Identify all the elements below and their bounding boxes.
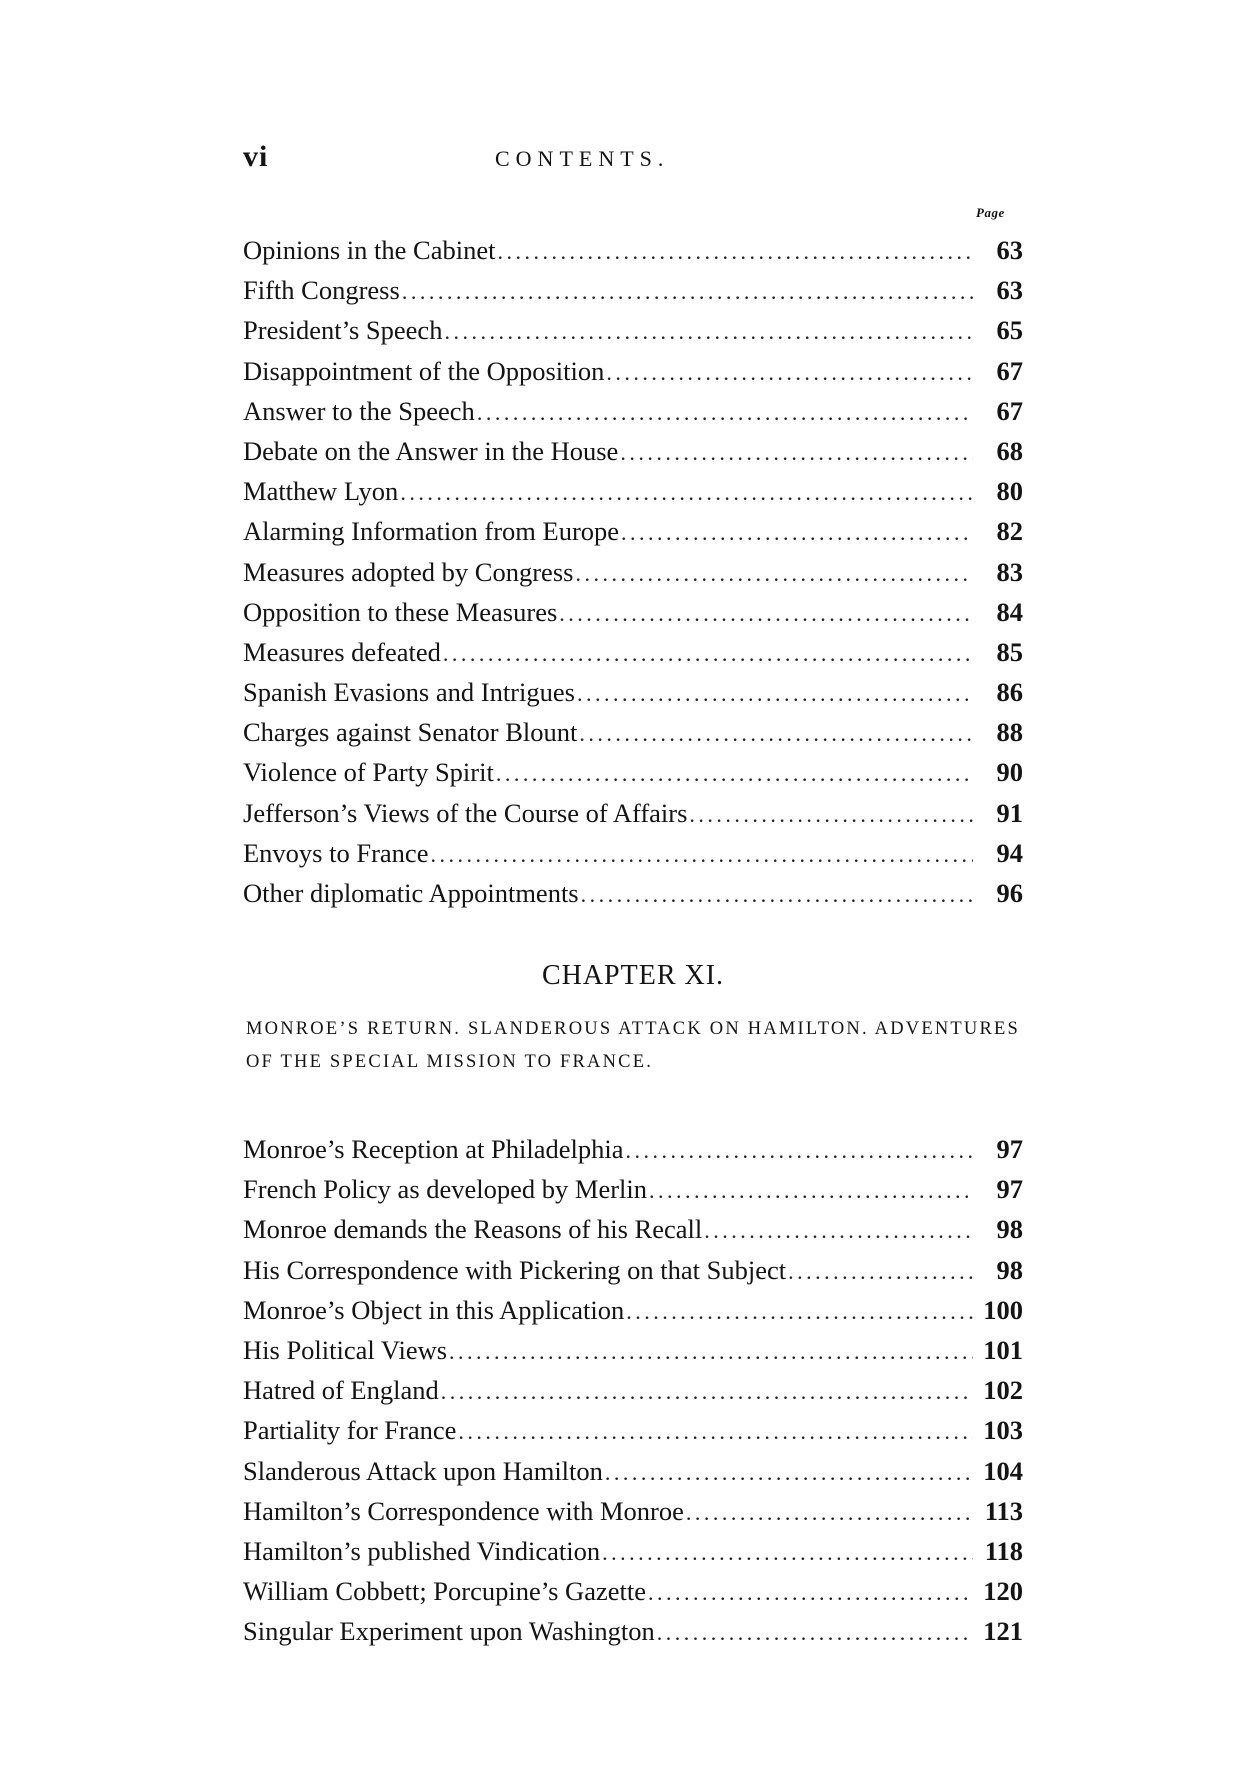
toc-leader-dots [606, 353, 973, 393]
toc-entry-page: 83 [996, 556, 1023, 587]
toc-entry-title: Monroe’s Object in this Application [243, 1294, 625, 1325]
toc-leader-dots [496, 754, 973, 794]
toc-entry-page: 118 [984, 1535, 1023, 1566]
toc-entry-title: Hamilton’s published Vindication [243, 1535, 601, 1566]
chapter-summary [246, 1013, 1020, 1079]
toc-entry-page: 91 [996, 797, 1023, 828]
toc-entry-title: Charges against Senator Blount [243, 717, 578, 748]
toc-entry-page: 67 [996, 355, 1023, 386]
toc-entry-page: 65 [996, 315, 1023, 346]
toc-entry [243, 471, 1023, 511]
toc-entry-page: 120 [983, 1576, 1023, 1607]
toc-entry-title: Disappointment of the Opposition [243, 355, 605, 386]
toc-leader-dots [689, 795, 973, 835]
toc-leader-dots [449, 1332, 973, 1372]
toc-entry-page: 98 [996, 1254, 1023, 1285]
toc-leader-dots [577, 674, 973, 714]
toc-entry-page: 102 [983, 1375, 1023, 1406]
toc-entry-title: Debate on the Answer in the House [243, 435, 619, 466]
toc-entry [243, 1410, 1023, 1450]
toc-entry [243, 351, 1023, 391]
toc-entry-title: Monroe’s Reception at Philadelphia [243, 1134, 624, 1164]
toc-entry-title: Envoys to France [243, 837, 429, 868]
toc-entry-title: His Correspondence with Pickering on that Subject [243, 1254, 787, 1285]
toc-entry-title: Violence of Party Spirit [243, 757, 494, 788]
toc-entry [243, 752, 1023, 792]
toc-entry-page: 63 [996, 275, 1023, 306]
toc-entry-title: Hatred of England [243, 1375, 439, 1406]
toc-entry-title: Monroe demands the Reasons of his Recall [243, 1214, 703, 1245]
running-head [243, 140, 1023, 180]
toc-entry-title: Measures defeated [243, 636, 441, 667]
toc-entry-title: Matthew Lyon [243, 476, 399, 507]
toc-entry-page: 121 [983, 1616, 1023, 1647]
toc-entry [243, 1451, 1023, 1491]
toc-entry [243, 1250, 1023, 1290]
toc-leader-dots [648, 1573, 973, 1613]
toc-entry-page: 88 [996, 717, 1023, 748]
toc-entry-page: 98 [996, 1214, 1023, 1245]
toc-leader-dots [657, 1613, 973, 1653]
toc-entry-title: Singular Experiment upon Washington [243, 1616, 655, 1647]
toc-leader-dots [559, 594, 973, 634]
toc-entry-title: Partiality for France [243, 1415, 457, 1446]
toc-entry-title: Measures adopted by Congress [243, 556, 574, 587]
toc-entry-page: 82 [996, 516, 1023, 547]
toc-leader-dots [686, 1493, 973, 1533]
toc-entry-title: Alarming Information from Europe [243, 516, 620, 547]
toc-entry [243, 1290, 1023, 1330]
toc-entry-title: Other diplomatic Appointments [243, 878, 579, 908]
toc-entry [243, 1491, 1023, 1531]
toc-entry-page: 97 [996, 1174, 1023, 1205]
toc-entry-title: Opposition to these Measures [243, 596, 558, 627]
toc-entry [243, 1330, 1023, 1370]
toc-leader-dots [704, 1211, 973, 1251]
toc-entry [243, 1531, 1023, 1571]
toc-leader-dots [458, 1412, 973, 1452]
toc-leader-dots [581, 875, 973, 915]
toc-entry-title: Answer to the Speech [243, 395, 475, 426]
toc-entry [243, 310, 1023, 350]
toc-entry [243, 270, 1023, 310]
toc-entry [243, 712, 1023, 752]
toc-entry-title: His Political Views [243, 1334, 448, 1365]
toc-leader-dots [626, 1131, 974, 1171]
toc-leader-dots [441, 1372, 973, 1412]
toc-leader-dots [477, 393, 973, 433]
toc-entry-page: 63 [996, 235, 1023, 265]
toc-entry [243, 873, 1023, 913]
page-column-label: Page [976, 205, 1005, 220]
toc-entry [243, 592, 1023, 632]
toc-entry [243, 230, 1023, 270]
toc-entry [243, 1169, 1023, 1209]
toc-section-2 [243, 1129, 1023, 1651]
toc-entry-title: Hamilton’s Correspondence with Monroe [243, 1495, 684, 1526]
toc-entry-page: 100 [983, 1294, 1023, 1325]
toc-leader-dots [649, 1171, 973, 1211]
toc-leader-dots [444, 312, 973, 352]
toc-entry-page: 84 [996, 596, 1023, 627]
toc-entry-page: 104 [983, 1455, 1023, 1486]
toc-entry-title: Slanderous Attack upon Hamilton [243, 1455, 603, 1486]
toc-entry [243, 1370, 1023, 1410]
toc-entry [243, 793, 1023, 833]
page-title: CONTENTS. [495, 146, 670, 171]
toc-entry-page: 113 [984, 1495, 1023, 1526]
toc-entry-page: 68 [996, 435, 1023, 466]
toc-entry [243, 552, 1023, 592]
toc-leader-dots [430, 835, 973, 875]
toc-entry-page: 86 [996, 677, 1023, 708]
toc-section-1 [243, 230, 1023, 913]
toc-leader-dots [402, 272, 973, 312]
toc-entry [243, 672, 1023, 712]
toc-leader-dots [621, 513, 973, 553]
toc-entry-title: Jefferson’s Views of the Course of Affairs [243, 797, 688, 828]
toc-leader-dots [788, 1252, 973, 1292]
toc-leader-dots [605, 1453, 973, 1493]
toc-entry [243, 1571, 1023, 1611]
toc-entry-page: 101 [983, 1334, 1023, 1365]
toc-entry-title: Spanish Evasions and Intrigues [243, 677, 575, 708]
toc-leader-dots [400, 473, 973, 513]
chapter-summary-text: MONROE’S RETURN. SLANDEROUS ATTACK ON HAMILTON. ADVENTURES OF THE SPECIAL MISSION TO FRANCE. [246, 1019, 1020, 1072]
toc-leader-dots [579, 714, 973, 754]
toc-entry-title: President’s Speech [243, 315, 443, 346]
toc-entry-page: 96 [996, 878, 1023, 908]
toc-entry-page: 97 [996, 1134, 1023, 1164]
toc-entry [243, 1129, 1023, 1169]
toc-entry [243, 1209, 1023, 1249]
chapter-heading: CHAPTER XI. [541, 960, 725, 991]
toc-entry [243, 833, 1023, 873]
toc-leader-dots [626, 1292, 973, 1332]
toc-entry [243, 391, 1023, 431]
toc-entry-page: 80 [996, 476, 1023, 507]
toc-entry [243, 511, 1023, 551]
toc-entry-title: Fifth Congress [243, 275, 400, 306]
page-folio: vi [243, 140, 269, 173]
toc-entry-title: French Policy as developed by Merlin [243, 1174, 648, 1205]
toc-entry-page: 85 [996, 636, 1023, 667]
toc-entry [243, 431, 1023, 471]
toc-entry-title: William Cobbett; Porcupine’s Gazette [243, 1576, 646, 1607]
toc-leader-dots [575, 554, 973, 594]
toc-leader-dots [497, 232, 973, 272]
toc-entry-page: 90 [996, 757, 1023, 788]
toc-entry-title: Opinions in the Cabinet [243, 235, 496, 265]
toc-leader-dots [602, 1533, 973, 1573]
toc-entry [243, 1611, 1023, 1651]
toc-entry-page: 103 [983, 1415, 1023, 1446]
toc-entry-page: 94 [996, 837, 1023, 868]
toc-leader-dots [443, 634, 973, 674]
toc-leader-dots [620, 433, 973, 473]
toc-entry [243, 632, 1023, 672]
toc-entry-page: 67 [996, 395, 1023, 426]
